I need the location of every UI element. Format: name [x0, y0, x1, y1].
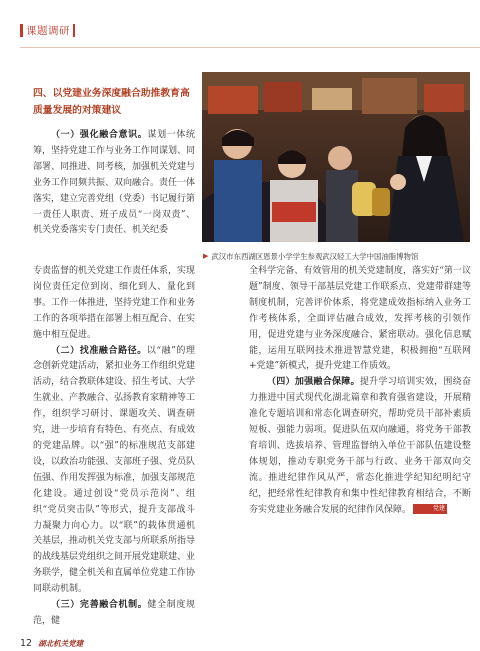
left-column [33, 128, 195, 239]
paragraph [33, 344, 195, 599]
magazine-name: 湖北机关党建 [38, 638, 84, 648]
header-rule [20, 47, 480, 48]
paragraph-heading: （一）强化融合意识。 [51, 130, 148, 140]
paragraph [249, 264, 471, 375]
paragraph-heading: （二）找准融合路径。 [51, 345, 147, 356]
page-number: 12 [20, 637, 33, 649]
section-title: 四、以党建业务深度融合助推教育高质量发展的对策建议 [33, 88, 190, 116]
paragraph [249, 375, 471, 518]
right-column [249, 264, 471, 519]
header-bar-icon [20, 24, 23, 37]
paragraph-heading: （四）加强融合保障。 [267, 377, 360, 388]
column-label: 课题调研 [26, 24, 70, 37]
paragraph [33, 128, 195, 239]
caption-text: 武汉市东西湖区恩景小学学生参观武汉轻工大学中国油脂博物馆 [211, 251, 419, 261]
event-photo [202, 72, 470, 242]
paragraph-text: 专责监督的机关党建工作责任体系，实现岗位责任定位到岗、细化到人、量化到事。工作一体推进，坚持党建工作和业务工作的各项举措在部署上相互配合、在实施中相互促进。 [33, 266, 196, 340]
paragraph-text: 全科学完备、有效管用的机关党建制度，落实好“第一议题”制度、领导干部基层党建工作联系点、党建带群建等制度机制，完善评价体系，将党建成效指标纳入业务工作考核体系，全面评估融合成效，发挥考核的引领作用，促进党建与业务深度融合、紧密联动。强化信息赋能，运用互联网技术推进智慧党建，积极拥抱“互联网+党建”新模式，提升党建工作质效。 [249, 266, 471, 372]
paragraph [33, 598, 195, 630]
header-bar-icon [73, 24, 75, 37]
end-mark-icon: 党建 [413, 504, 447, 514]
paragraph-text: 以“融”的理念创新党建活动，紧扣业务工作组织党建活动，结合教联体建设、招生考试、大学生就业、产教融合、弘扬教育家精神等工作，组织学习研讨、课题攻关、调查研究，进一步培育有特色、有亮点、有成效的党建品牌。以“强”的标准规范支部建设，以政治功能强、支部班子强、党员队伍强、作用发挥强为标准，加强支部规范化建设。通过创设“党员示范岗”、组织“党员突击队”等形式，提升支部战斗力凝聚力向心力。以“联”的载体贯通机关基层，推动机关党支部与所联系所指导的战线基层党组织之间开展党建联建、业务联学，健全机关和直属单位党建工作协同联动机制。 [33, 345, 196, 595]
paragraph [33, 264, 195, 344]
museum-visit-image [202, 72, 470, 242]
paragraph-text: 健全制度规范，健 [33, 600, 195, 626]
photo-caption [203, 249, 471, 263]
paragraph-text: 提升学习培训实效，围绕奋力推进中国式现代化湖北篇章和教育强省建设，开展精准化专题培训和常态化调查研究，帮助党员干部补素质短板、强能力弱项。促进队伍双向融通，将党务干部教育培训、选拔培养、管理监督纳入单位干部队伍建设整体规划，推动专职党务干部与行政、业务干部双向交流。推进纪律作风从严，常态化推进学纪知纪明纪守纪，把经常性纪律教育和集中性纪律教育相结合，不断夯实党建业务融合发展的纪律作风保障。 [249, 377, 471, 515]
left-column-lower [33, 264, 195, 630]
column-header [20, 22, 75, 38]
paragraph-text: 谋划一体统筹，坚持党建工作与业务工作同谋划、同部署、同推进、同考核，加强机关党建与业务工作同频共振、双向融合。责任一体落实，建立完善党组（党委）书记履行第一责任人职责、班子成员“一岗双责”、机关党委落实专门责任、机关纪委 [33, 130, 196, 236]
triangle-icon: ▶ [203, 252, 209, 260]
paragraph-heading: （三）完善融合机制。 [51, 600, 148, 611]
page-footer [20, 637, 83, 649]
